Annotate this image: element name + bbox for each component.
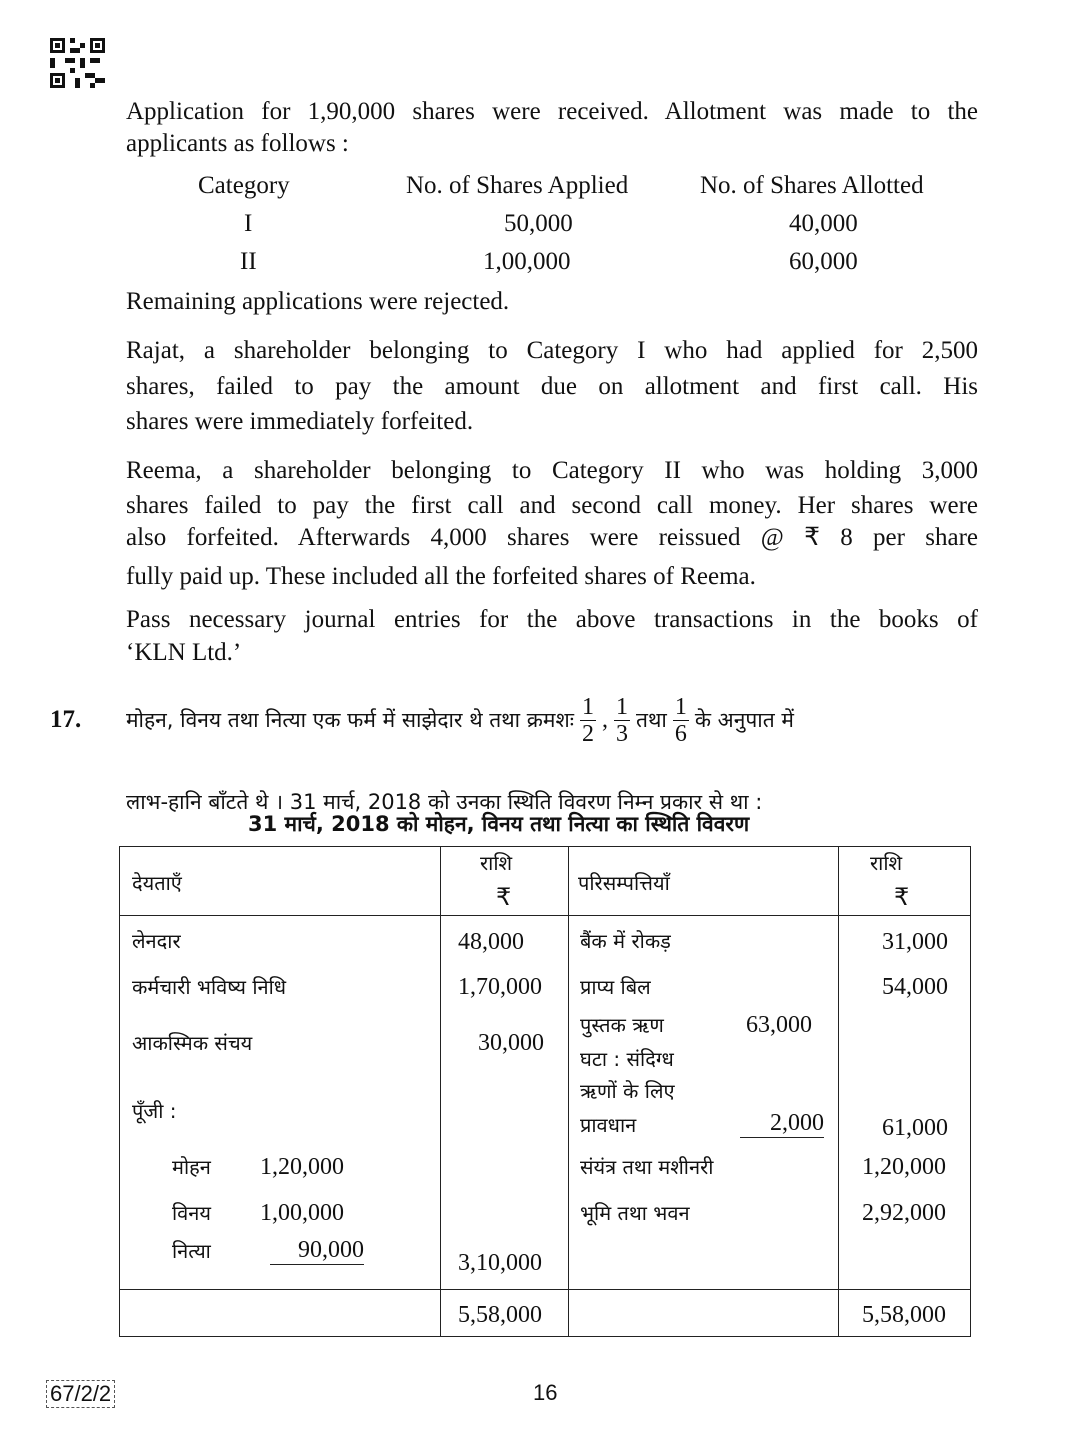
column-divider: [568, 847, 569, 1336]
header-divider: [120, 915, 970, 916]
asset-land-building: भूमि तथा भवन: [580, 1201, 690, 1225]
asset-debtors: पुस्तक ऋण: [580, 1013, 664, 1037]
para-rajat-line-1: Rajat, a shareholder belonging to Category I who had applied for 2,500: [126, 337, 978, 364]
fraction-comma: ,: [602, 706, 609, 733]
allotted-cell: 40,000: [789, 210, 858, 237]
allotment-row: [160, 248, 1000, 284]
header-applied: No. of Shares Applied: [406, 172, 629, 199]
category-cell: II: [240, 248, 257, 275]
balance-sheet-table: [119, 846, 971, 1337]
header-amount-left: राशि: [480, 851, 513, 875]
para-reema-line-2: shares failed to pay the first call and second call money. Her shares were: [126, 492, 978, 519]
para-reema-line-3: also forfeited. Afterwards 4,000 shares were reissued @ ₹ 8 per share: [126, 524, 978, 551]
less-doubtful: घटा : संदिग्ध: [580, 1047, 674, 1071]
applied-cell: 50,000: [504, 210, 573, 237]
capital-total: 3,10,000: [458, 1250, 542, 1276]
question-number: 17.: [50, 706, 82, 733]
epf-amount: 1,70,000: [458, 974, 542, 1000]
liability-epf: कर्मचारी भविष्य निधि: [132, 975, 287, 999]
question-text-a: मोहन, विनय तथा नित्या एक फर्म में साझेदार थे तथा क्रमशः: [126, 708, 575, 732]
column-divider: [440, 847, 441, 1336]
para-rajat-line-3: shares were immediately forfeited.: [126, 408, 474, 435]
column-divider: [838, 847, 839, 1336]
total-double-rule-right: [839, 1336, 969, 1337]
total-divider: [120, 1289, 970, 1290]
cash-amount: 31,000: [882, 929, 948, 955]
fraction-one-third: $\frac{1}{3}$: [616, 693, 629, 747]
balance-sheet-title: 31 मार्च, 2018 को मोहन, विनय तथा नित्या का स्थिति विवरण: [248, 812, 750, 836]
provision-amount: 2,000: [740, 1110, 824, 1138]
less-for-debts: ऋणों के लिए: [580, 1079, 675, 1103]
capital-mohan: मोहन: [172, 1155, 211, 1179]
para-rajat-line-2: shares, failed to pay the amount due on allotment and first call. His: [126, 373, 978, 400]
qr-code: [50, 38, 105, 88]
header-allotted: No. of Shares Allotted: [700, 172, 924, 199]
intro-line-2: applicants as follows :: [126, 130, 349, 157]
debtors-net-amount: 61,000: [882, 1115, 948, 1141]
total-assets: 5,58,000: [862, 1302, 946, 1328]
total-double-rule-left: [441, 1336, 567, 1337]
header-amount-right: राशि: [870, 851, 903, 875]
fraction-one-half: $\frac{1}{2}$: [582, 693, 595, 747]
header-assets: परिसम्पत्तियाँ: [578, 871, 670, 895]
provision-label: प्रावधान: [580, 1113, 637, 1137]
intro-line-1: Application for 1,90,000 shares were received. Allotment was made to the: [126, 98, 978, 125]
question-17-line-1: [126, 690, 981, 750]
para-pass-line-1: Pass necessary journal entries for the above transactions in the books of: [126, 606, 978, 633]
bills-amount: 54,000: [882, 974, 948, 1000]
allotment-row: [160, 210, 1000, 246]
para-pass-line-2: ‘KLN Ltd.’: [126, 639, 242, 666]
mohan-capital-amount: 1,20,000: [260, 1154, 344, 1180]
creditors-amount: 48,000: [458, 929, 524, 955]
debtors-amount: 63,000: [746, 1012, 812, 1038]
question-text-b: के अनुपात में: [694, 708, 794, 732]
para-reema-line-4: fully paid up. These included all the forfeited shares of Reema.: [126, 563, 756, 590]
rupee-symbol-left: ₹: [496, 885, 512, 911]
total-liabilities: 5,58,000: [458, 1302, 542, 1328]
allotted-cell: 60,000: [789, 248, 858, 275]
rupee-symbol-right: ₹: [894, 885, 910, 911]
asset-bills-receivable: प्राप्य बिल: [580, 975, 651, 999]
plant-amount: 1,20,000: [862, 1154, 946, 1180]
liability-capital: पूँजी :: [132, 1099, 177, 1123]
paper-code: 67/2/2: [46, 1380, 115, 1408]
capital-vinay: विनय: [172, 1201, 211, 1225]
allotment-header-row: [160, 172, 1000, 208]
asset-cash-at-bank: बैंक में रोकड़: [580, 929, 671, 953]
applied-cell: 1,00,000: [483, 248, 571, 275]
category-cell: I: [244, 210, 253, 237]
reserve-amount: 30,000: [478, 1030, 544, 1056]
vinay-capital-amount: 1,00,000: [260, 1200, 344, 1226]
para-reema-line-1: Reema, a shareholder belonging to Category II who was holding 3,000: [126, 457, 978, 484]
liability-reserve: आकस्मिक संचय: [132, 1031, 253, 1055]
question-tatha: तथा: [636, 708, 667, 732]
question-17-line-2: लाभ-हानि बाँटते थे । 31 मार्च, 2018 को उनका स्थिति विवरण निम्न प्रकार से था :: [126, 790, 763, 814]
page-number: 16: [533, 1380, 558, 1405]
fraction-one-sixth: $\frac{1}{6}$: [674, 693, 687, 747]
nitya-capital-amount: 90,000: [270, 1237, 364, 1265]
para-rejected: Remaining applications were rejected.: [126, 288, 510, 315]
header-category: Category: [198, 172, 290, 199]
land-amount: 2,92,000: [862, 1200, 946, 1226]
liability-creditors: लेनदार: [132, 929, 181, 953]
header-liabilities: देयताएँ: [132, 871, 182, 895]
capital-nitya: नित्या: [172, 1239, 211, 1263]
asset-plant-machinery: संयंत्र तथा मशीनरी: [580, 1155, 714, 1179]
